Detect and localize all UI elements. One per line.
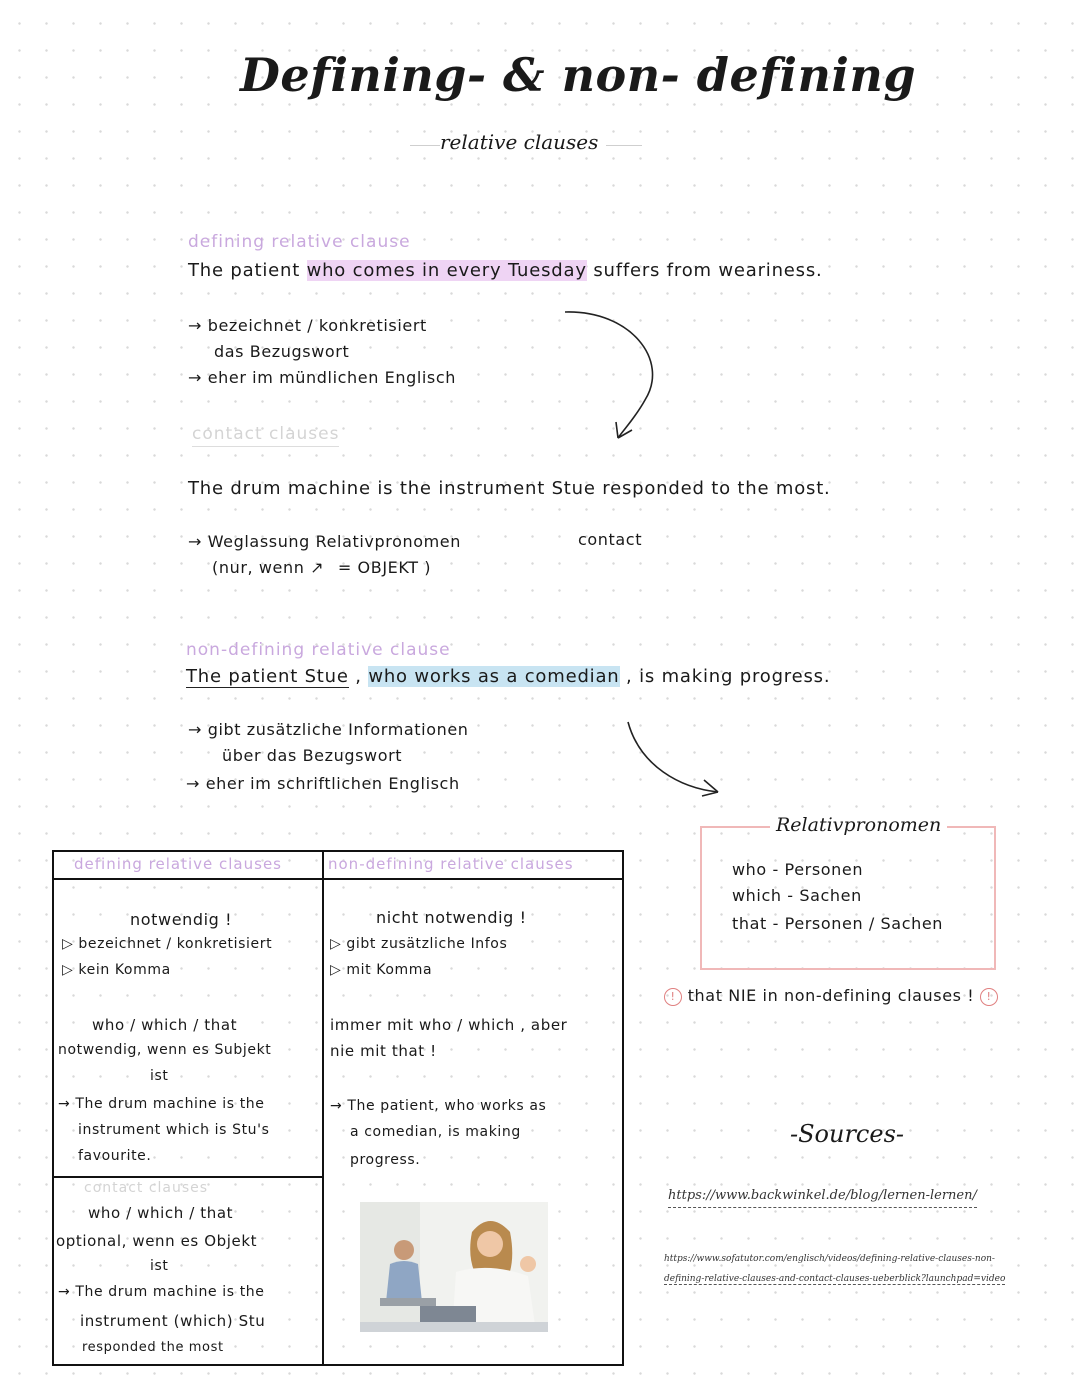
table-r1c1-c: ▷ kein Komma	[62, 962, 171, 978]
page-subtitle: relative clauses	[440, 130, 599, 154]
table-r2c2-c: → The patient, who works as	[330, 1098, 547, 1114]
table-r1c2-c: ▷ mit Komma	[330, 962, 433, 978]
table-r2c1-d: → The drum machine is the	[58, 1096, 265, 1112]
contact-note-2-end: = OBJEKT )	[337, 558, 432, 577]
table-r3c1-e: instrument (which) Stu	[80, 1312, 266, 1330]
contact-example: The drum machine is the instrument Stue responded to the most.	[188, 478, 831, 499]
pronoun-that: that - Personen / Sachen	[732, 914, 944, 933]
table-r1c2-b: ▷ gibt zusätzliche Infos	[330, 936, 508, 952]
table-col1-header: defining relative clauses	[74, 855, 282, 873]
pronoun-who: who - Personen	[732, 860, 864, 879]
table-r1c2-a: nicht notwendig !	[376, 908, 527, 927]
pronoun-which: which - Sachen	[732, 886, 862, 905]
defining-example	[188, 260, 823, 281]
table-r1c1-a: notwendig !	[130, 910, 233, 929]
table-r2c1-c: ist	[150, 1068, 169, 1084]
source-link-2a[interactable]: https://www.sofatutor.com/englisch/videos/defining-relative-clauses-non-	[664, 1254, 995, 1264]
table-r3c1-d: → The drum machine is the	[58, 1284, 265, 1300]
arrow-up-right-icon: ↗	[310, 558, 325, 577]
source-link-2b[interactable]: defining-relative-clauses-and-contact-clauses-ueberblick?launchpad=video	[664, 1274, 1006, 1284]
subtitle-rule-left	[410, 145, 440, 146]
table-r2c1-a: who / which / that	[92, 1016, 238, 1034]
defining-note-2: → eher im mündlichen Englisch	[188, 368, 456, 387]
table-r2c1-f: favourite.	[78, 1148, 152, 1164]
relativpronomen-title: Relativpronomen	[770, 814, 947, 836]
non-defining-example	[186, 666, 830, 687]
table-r1c1-b: ▷ bezeichnet / konkretisiert	[62, 936, 273, 952]
contact-note-1: → Weglassung Relativpronomen	[188, 532, 461, 551]
warning-note	[664, 986, 998, 1006]
table-contact-heading: contact clauses	[84, 1180, 209, 1196]
subtitle-rule-right	[606, 145, 642, 146]
warning-icon: !	[664, 988, 682, 1006]
table-r2c1-b: notwendig, wenn es Subjekt	[58, 1042, 272, 1058]
table-r2c2-a: immer mit who / which , aber	[330, 1016, 568, 1034]
arrow-down-right-icon	[620, 716, 730, 800]
non-defining-example-comma: ,	[348, 666, 369, 687]
table-r3c1-f: responded the most	[82, 1340, 224, 1355]
contact-note-2-start: (nur, wenn	[212, 558, 305, 577]
arrow-down-icon	[560, 300, 680, 460]
non-defining-note-1: → gibt zusätzliche Informationen	[188, 720, 469, 739]
contact-label: contact	[578, 530, 643, 549]
source-link-1[interactable]: https://www.backwinkel.de/blog/lernen-lernen/	[668, 1188, 977, 1208]
defining-note-1b: das Bezugswort	[214, 342, 350, 361]
non-defining-example-end: , is making progress.	[619, 666, 831, 687]
contact-heading: contact clauses	[192, 424, 339, 447]
defining-note-1: → bezeichnet / konkretisiert	[188, 316, 427, 335]
defining-example-clause: who comes in every Tuesday	[306, 260, 587, 281]
table-r2c2-e: progress.	[350, 1152, 421, 1168]
non-defining-note-2: → eher im schriftlichen Englisch	[186, 774, 460, 793]
defining-example-start: The patient	[188, 260, 307, 281]
non-defining-example-subject: The patient Stue	[186, 666, 349, 687]
table-r3c1-c: ist	[150, 1258, 169, 1274]
defining-example-end: suffers from weariness.	[586, 260, 823, 281]
table-r2c1-e: instrument which is Stu's	[78, 1122, 270, 1138]
page-title: Defining- & non- defining	[240, 48, 916, 102]
table-r3c1-b: optional, wenn es Objekt	[56, 1232, 258, 1250]
non-defining-heading: non-defining relative clause	[186, 640, 451, 660]
table-col2-header: non-defining relative clauses	[328, 855, 574, 873]
table-r2c2-b: nie mit that !	[330, 1042, 437, 1060]
table-r2c2-d: a comedian, is making	[350, 1124, 521, 1140]
non-defining-note-1b: über das Bezugswort	[222, 746, 403, 765]
warning-text: that NIE in non-defining clauses !	[687, 986, 975, 1005]
student-photo	[360, 1202, 548, 1332]
sources-heading: -Sources-	[790, 1120, 904, 1148]
warning-icon: !	[980, 988, 998, 1006]
table-r3c1-a: who / which / that	[88, 1204, 234, 1222]
defining-heading: defining relative clause	[188, 232, 411, 252]
non-defining-example-clause: who works as a comedian	[368, 666, 620, 687]
contact-note-2	[212, 558, 431, 577]
